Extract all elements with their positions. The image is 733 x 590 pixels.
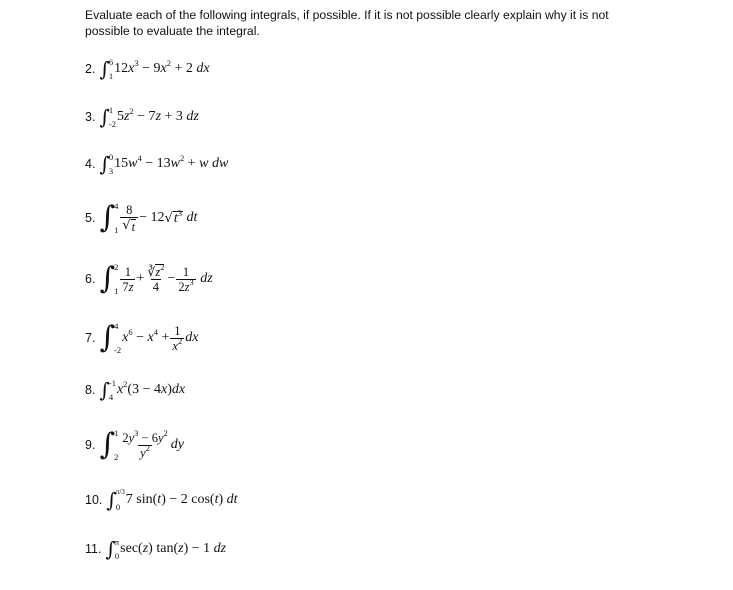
problem-10: [85, 480, 238, 520]
lower-limit: 0: [115, 502, 121, 512]
problem-number: 6.: [85, 272, 96, 286]
integral-sign: ∫ 1 -2: [99, 105, 116, 129]
upper-limit: 4: [114, 201, 119, 211]
problem-expression: ∫ 4 1 8 √ t − 12 √ $t^3$ dt: [99, 200, 198, 235]
problem-expression: ∫ -1 4 x $^2$ (3 − 4 x ) dx: [99, 378, 186, 402]
problem-expression: ∫ 1 -2 5 z $^2$ − 7 z + 3 dz: [99, 105, 199, 129]
integral-sign: ∫ -1 4: [99, 378, 116, 402]
integral-sign: ∫ 2 1: [99, 261, 119, 296]
upper-limit: -1: [108, 378, 116, 388]
integral-sign: ∫ π 0: [105, 537, 120, 561]
upper-limit: 0: [108, 152, 114, 162]
problem-number: 11.: [85, 542, 102, 556]
lower-limit: 1: [108, 71, 114, 81]
problem-9: [85, 425, 184, 465]
integral-sign: ∫ 0 3: [99, 152, 114, 176]
problem-number: 8.: [85, 383, 96, 397]
problem-5: [85, 198, 197, 238]
upper-limit: 1: [108, 105, 114, 115]
problem-2: [85, 49, 210, 89]
lower-limit: 1: [114, 225, 119, 235]
lower-limit: -2: [108, 119, 116, 129]
lower-limit: 0: [114, 551, 120, 561]
upper-limit: π: [114, 537, 120, 547]
lower-limit: -2: [114, 345, 122, 355]
problem-expression: ∫ 0 3 15 w $^4$ − 13 w $^2$ + w dw: [99, 152, 229, 176]
problem-number: 5.: [85, 211, 96, 225]
upper-limit: 4: [114, 321, 119, 331]
integral-sign: ∫ 6 1: [99, 57, 114, 81]
problem-number: 10.: [85, 493, 103, 507]
lower-limit: 4: [108, 392, 114, 402]
problem-11: [85, 529, 226, 569]
problem-3: [85, 97, 199, 137]
upper-limit: 1: [114, 428, 119, 438]
problem-number: 2.: [85, 62, 96, 76]
problem-expression: ∫ 2 1 $\frac{1}{7z}$ + $\frac{∛z^2}{4}$ − $\frac{1}{2z^3}$ dz: [99, 261, 213, 296]
upper-limit: 2: [114, 262, 119, 272]
lower-limit: 3: [108, 166, 114, 176]
problem-expression: ∫ π 0 sec( z ) tan( z ) − 1 dz: [105, 537, 227, 561]
instructions: Evaluate each of the following integrals, if possible. If it is not possible clearly explain why it is not possible to evaluate the integral.: [85, 8, 609, 38]
problem-4: [85, 144, 228, 184]
upper-limit: 6: [108, 57, 114, 67]
problem-expression: ∫ π/3 0 7 sin( t ) − 2 cos( t ) dt: [106, 488, 238, 512]
problem-number: 9.: [85, 438, 96, 452]
problem-6: [85, 259, 213, 299]
problem-expression: ∫ 4 -2 x $^6$ − x $^4$ + $\frac{1}{x^2}$ dx: [99, 320, 199, 355]
integral-sign: ∫ 4 1: [99, 200, 119, 235]
upper-limit: π/3: [115, 488, 125, 496]
problem-8: [85, 370, 185, 410]
problem-number: 3.: [85, 110, 96, 124]
integral-sign: ∫ 4 -2: [99, 320, 122, 355]
lower-limit: 1: [114, 286, 119, 296]
problem-number: 4.: [85, 157, 96, 171]
integral-sign: ∫ 1 2: [99, 427, 119, 462]
problem-expression: ∫ 6 1 12 x $^3$ − 9 x $^2$ + 2 dx: [99, 57, 210, 81]
problem-7: [85, 318, 198, 358]
problem-expression: ∫ 1 2 $\frac{2y^3 - 6y^2}{y^2}$ dy: [99, 427, 184, 462]
lower-limit: 2: [114, 452, 119, 462]
integral-sign: ∫ π/3 0: [106, 488, 125, 512]
problem-number: 7.: [85, 331, 96, 345]
